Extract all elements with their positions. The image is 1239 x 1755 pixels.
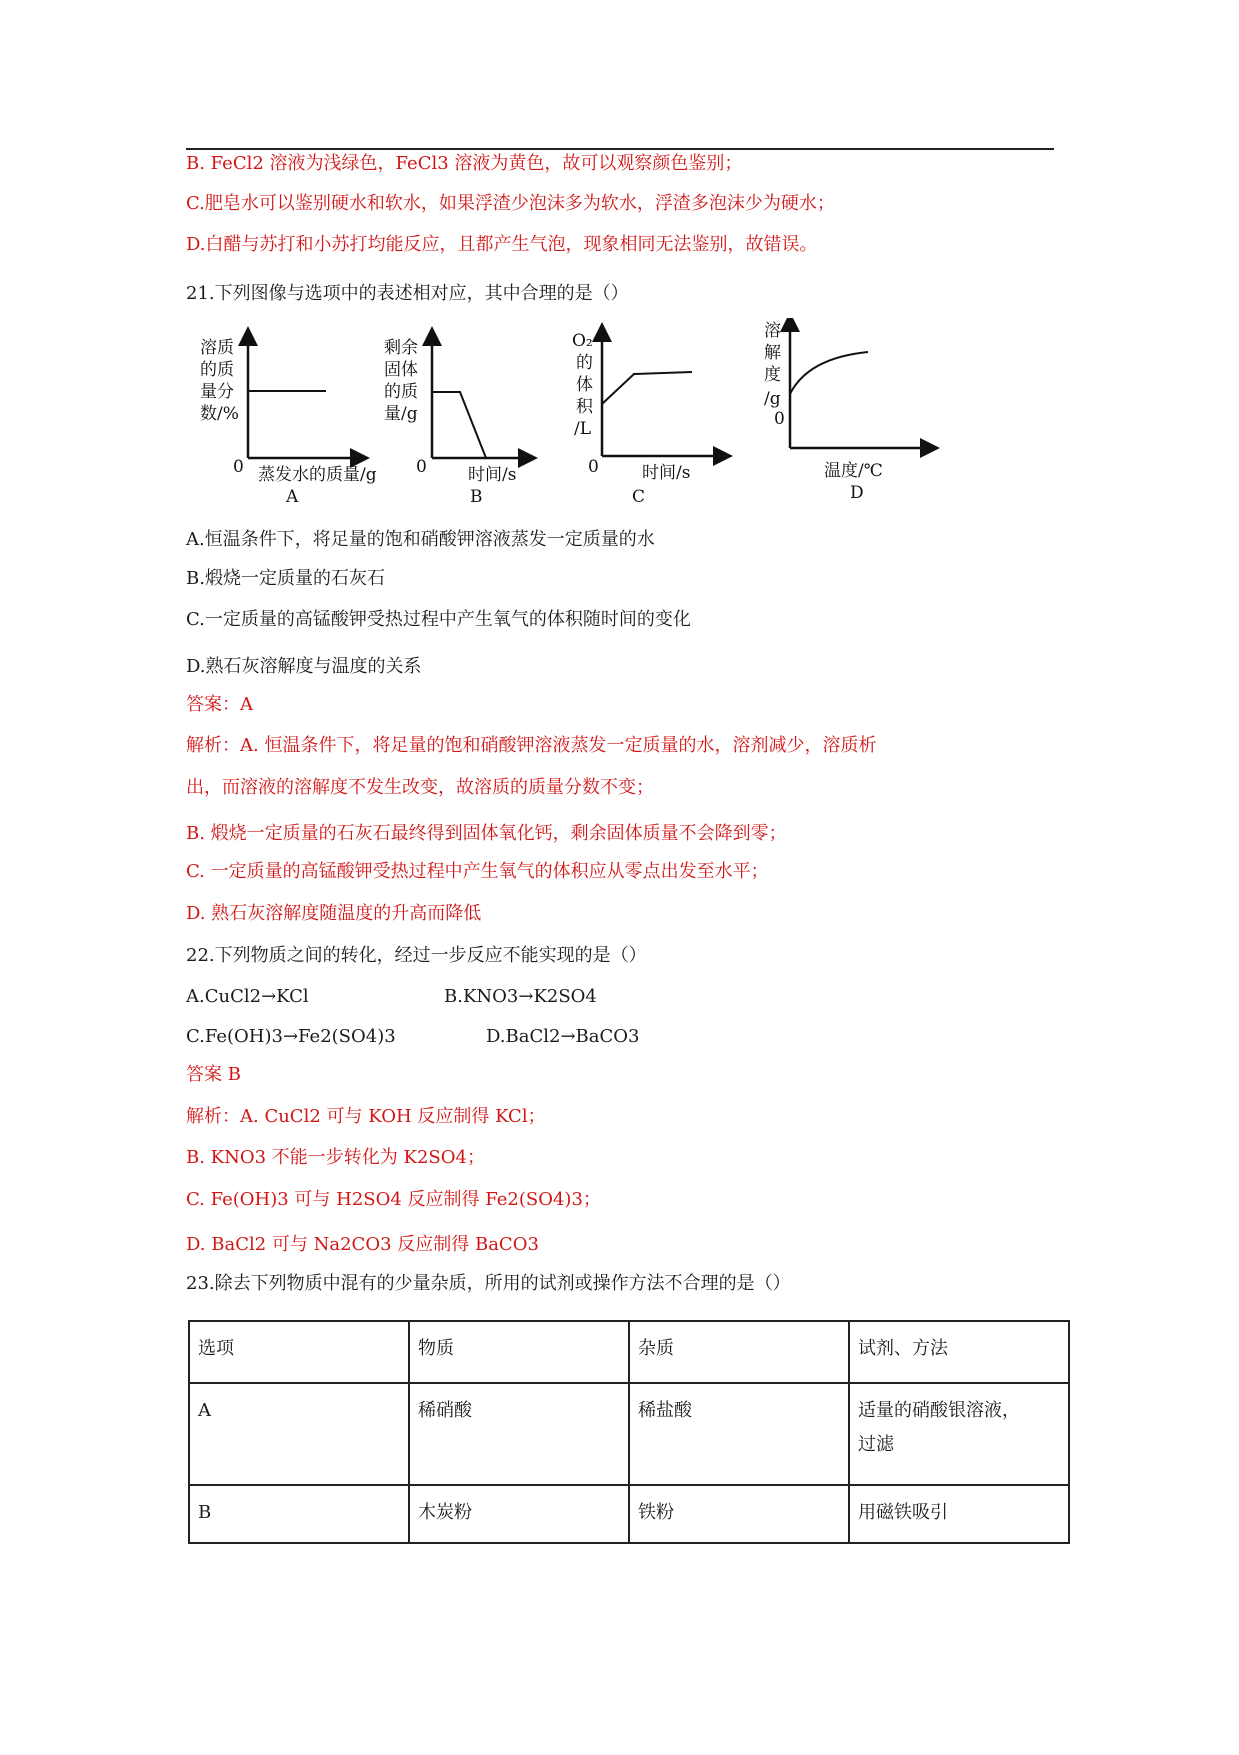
data-line [602, 372, 692, 404]
y-label: O₂ [572, 331, 593, 351]
y-label: 的 [576, 353, 593, 373]
y-label: 量/g [384, 404, 418, 424]
option-22c: C.Fe(OH)3→Fe2(SO4)3 [186, 1026, 396, 1047]
table-cell: 稀硝酸 [409, 1383, 629, 1485]
explanation-line: 解析：A. 恒温条件下，将足量的饱和硝酸钾溶液蒸发一定质量的水，溶剂减少，溶质析 [186, 735, 877, 756]
graph-caption: D [850, 483, 864, 503]
x-label: 时间/s [468, 465, 517, 485]
option-22a: A.CuCl2→KCl [186, 986, 309, 1007]
table-cell: 用磁铁吸引 [849, 1485, 1069, 1543]
options-table [188, 1320, 1070, 1544]
y-label: 溶 [764, 321, 781, 341]
cell-line: 适量的硝酸银溶液， [858, 1400, 1020, 1421]
graphs-figure [178, 318, 1040, 512]
table-cell: B [189, 1485, 409, 1543]
graph-d [764, 321, 930, 503]
table-cell: 稀盐酸 [629, 1383, 849, 1485]
y-label: 的质 [200, 360, 234, 380]
graph-caption: A [286, 487, 299, 507]
origin-label: 0 [233, 457, 244, 477]
table-header-cell: 试剂、方法 [849, 1321, 1069, 1383]
table-cell [849, 1383, 1069, 1485]
table-cell: 木炭粉 [409, 1485, 629, 1543]
answer-22: 答案 B [186, 1064, 241, 1085]
option-22d: D.BaCl2→BaCO3 [486, 1026, 640, 1047]
header-rule [186, 148, 1054, 150]
graph-a [200, 336, 377, 507]
answer-21: 答案：A [186, 694, 253, 715]
explanation-line: D. BaCl2 可与 Na2CO3 反应制得 BaCO3 [186, 1234, 539, 1255]
graphs-svg [178, 318, 1040, 512]
explanation-line: C. Fe(OH)3 可与 H2SO4 反应制得 Fe2(SO4)3； [186, 1189, 601, 1210]
question-21: 21.下列图像与选项中的表述相对应，其中合理的是（） [186, 283, 629, 304]
option-21a: A.恒温条件下，将足量的饱和硝酸钾溶液蒸发一定质量的水 [186, 529, 655, 550]
explanation-line: 解析：A. CuCl2 可与 KOH 反应制得 KCl； [186, 1106, 546, 1127]
question-22: 22.下列物质之间的转化，经过一步反应不能实现的是（） [186, 945, 647, 966]
graph-c [572, 331, 723, 507]
table-row [189, 1383, 1069, 1485]
y-label: 量分 [200, 382, 234, 402]
origin-label: 0 [774, 409, 785, 429]
data-curve [790, 352, 868, 394]
graph-caption: C [632, 487, 646, 507]
option-21c: C.一定质量的高锰酸钾受热过程中产生氧气的体积随时间的变化 [186, 609, 691, 630]
graph-caption: B [470, 487, 483, 507]
data-line [432, 392, 486, 458]
table-header-cell: 物质 [409, 1321, 629, 1383]
option-21b: B.煅烧一定质量的石灰石 [186, 568, 385, 589]
table-cell: 铁粉 [629, 1485, 849, 1543]
y-label: 解 [764, 343, 781, 363]
y-label: 体 [576, 375, 593, 395]
y-label: 的质 [384, 382, 418, 402]
explanation-line: 出，而溶液的溶解度不发生改变，故溶质的质量分数不变； [186, 777, 654, 798]
graph-b [384, 336, 528, 507]
table-header-row [189, 1321, 1069, 1383]
origin-label: 0 [588, 457, 599, 477]
table-header-cell: 杂质 [629, 1321, 849, 1383]
text-line: C.肥皂水可以鉴别硬水和软水，如果浮渣少泡沫多为软水，浮渣多泡沫少为硬水； [186, 193, 835, 214]
y-label: 度 [764, 365, 781, 385]
explanation-line: B. KNO3 不能一步转化为 K2SO4； [186, 1147, 485, 1168]
explanation-line: D. 熟石灰溶解度随温度的升高而降低 [186, 903, 482, 924]
question-23: 23.除去下列物质中混有的少量杂质，所用的试剂或操作方法不合理的是（） [186, 1273, 791, 1294]
cell-line: 过滤 [858, 1434, 894, 1455]
y-label: 数/% [200, 404, 239, 424]
table-header-cell: 选项 [189, 1321, 409, 1383]
text-line: D.白醋与苏打和小苏打均能反应，且都产生气泡，现象相同无法鉴别，故错误。 [186, 234, 818, 255]
table-row [189, 1485, 1069, 1543]
y-label: /L [574, 419, 592, 439]
explanation-line: B. 煅烧一定质量的石灰石最终得到固体氧化钙，剩余固体质量不会降到零； [186, 823, 787, 844]
option-22b: B.KNO3→K2SO4 [444, 986, 597, 1007]
text-line: B. FeCl2 溶液为浅绿色，FeCl3 溶液为黄色，故可以观察颜色鉴别； [186, 153, 743, 174]
explanation-line: C. 一定质量的高锰酸钾受热过程中产生氧气的体积应从零点出发至水平； [186, 861, 769, 882]
option-21d: D.熟石灰溶解度与温度的关系 [186, 656, 422, 677]
y-label: 溶质 [200, 338, 234, 358]
table-cell: A [189, 1383, 409, 1485]
y-label: 固体 [384, 360, 418, 380]
x-label: 温度/℃ [824, 461, 883, 481]
y-label: 剩余 [384, 338, 418, 358]
y-label: /g [764, 389, 781, 409]
origin-label: 0 [416, 457, 427, 477]
y-label: 积 [576, 397, 593, 417]
x-label: 时间/s [642, 463, 691, 483]
x-label: 蒸发水的质量/g [258, 465, 377, 485]
